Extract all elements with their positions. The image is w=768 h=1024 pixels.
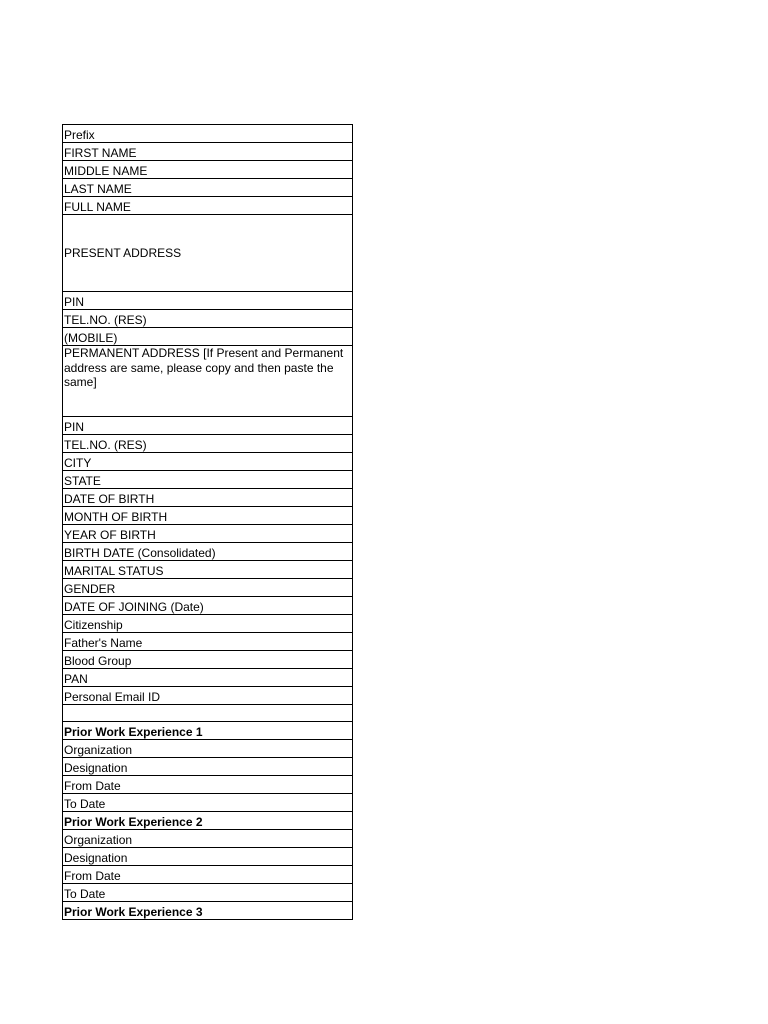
field-label-cell (63, 705, 353, 722)
field-label-cell: MARITAL STATUS (63, 561, 353, 579)
field-label-cell: YEAR OF BIRTH (63, 525, 353, 543)
field-label-cell: Father's Name (63, 633, 353, 651)
field-label-cell: FIRST NAME (63, 143, 353, 161)
form-row (63, 489, 353, 507)
form-row (63, 740, 353, 758)
form-row (63, 633, 353, 651)
field-label-cell: TEL.NO. (RES) (63, 435, 353, 453)
form-row (63, 866, 353, 884)
form-row (63, 794, 353, 812)
field-label-cell: Designation (63, 848, 353, 866)
form-row (63, 125, 353, 143)
form-row (63, 525, 353, 543)
field-label-cell: PERMANENT ADDRESS [If Present and Permanent address are same, please copy and then paste the same] (63, 346, 353, 417)
field-label-cell: PIN (63, 292, 353, 310)
form-row (63, 830, 353, 848)
form-row (63, 471, 353, 489)
form-row (63, 417, 353, 435)
form-row (63, 346, 353, 417)
section-heading-cell: Prior Work Experience 3 (63, 902, 353, 920)
field-label-cell: Personal Email ID (63, 687, 353, 705)
form-row (63, 758, 353, 776)
field-label-cell: Organization (63, 830, 353, 848)
form-row (63, 561, 353, 579)
form-table-body (63, 125, 353, 920)
field-label-cell: To Date (63, 884, 353, 902)
field-label-cell: BIRTH DATE (Consolidated) (63, 543, 353, 561)
form-row (63, 848, 353, 866)
field-label-cell: DATE OF BIRTH (63, 489, 353, 507)
field-label-cell: Designation (63, 758, 353, 776)
form-row (63, 705, 353, 722)
field-label-cell: CITY (63, 453, 353, 471)
field-label-cell: To Date (63, 794, 353, 812)
field-label-cell: MONTH OF BIRTH (63, 507, 353, 525)
field-label-cell: Citizenship (63, 615, 353, 633)
field-label-cell: TEL.NO. (RES) (63, 310, 353, 328)
form-row (63, 902, 353, 920)
employee-form-table (62, 124, 353, 920)
form-row (63, 328, 353, 346)
field-label-cell: MIDDLE NAME (63, 161, 353, 179)
form-row (63, 215, 353, 292)
field-label-cell: STATE (63, 471, 353, 489)
form-row (63, 310, 353, 328)
form-row (63, 543, 353, 561)
form-row (63, 776, 353, 794)
form-row (63, 651, 353, 669)
field-label-cell: PAN (63, 669, 353, 687)
form-row (63, 687, 353, 705)
form-row (63, 597, 353, 615)
form-row (63, 722, 353, 740)
field-label-cell: PRESENT ADDRESS (63, 215, 353, 292)
field-label-cell: Organization (63, 740, 353, 758)
section-heading-cell: Prior Work Experience 2 (63, 812, 353, 830)
form-row (63, 812, 353, 830)
form-row (63, 161, 353, 179)
form-row (63, 197, 353, 215)
field-label-cell: LAST NAME (63, 179, 353, 197)
field-label-cell: GENDER (63, 579, 353, 597)
form-row (63, 615, 353, 633)
form-row (63, 292, 353, 310)
field-label-cell: From Date (63, 776, 353, 794)
form-row (63, 579, 353, 597)
field-label-cell: FULL NAME (63, 197, 353, 215)
form-row (63, 453, 353, 471)
field-label-cell: (MOBILE) (63, 328, 353, 346)
form-row (63, 507, 353, 525)
field-label-cell: DATE OF JOINING (Date) (63, 597, 353, 615)
field-label-cell: PIN (63, 417, 353, 435)
field-label-cell: From Date (63, 866, 353, 884)
form-row (63, 669, 353, 687)
form-row (63, 143, 353, 161)
field-label-cell: Prefix (63, 125, 353, 143)
form-row (63, 435, 353, 453)
form-row (63, 179, 353, 197)
field-label-cell: Blood Group (63, 651, 353, 669)
section-heading-cell: Prior Work Experience 1 (63, 722, 353, 740)
form-row (63, 884, 353, 902)
